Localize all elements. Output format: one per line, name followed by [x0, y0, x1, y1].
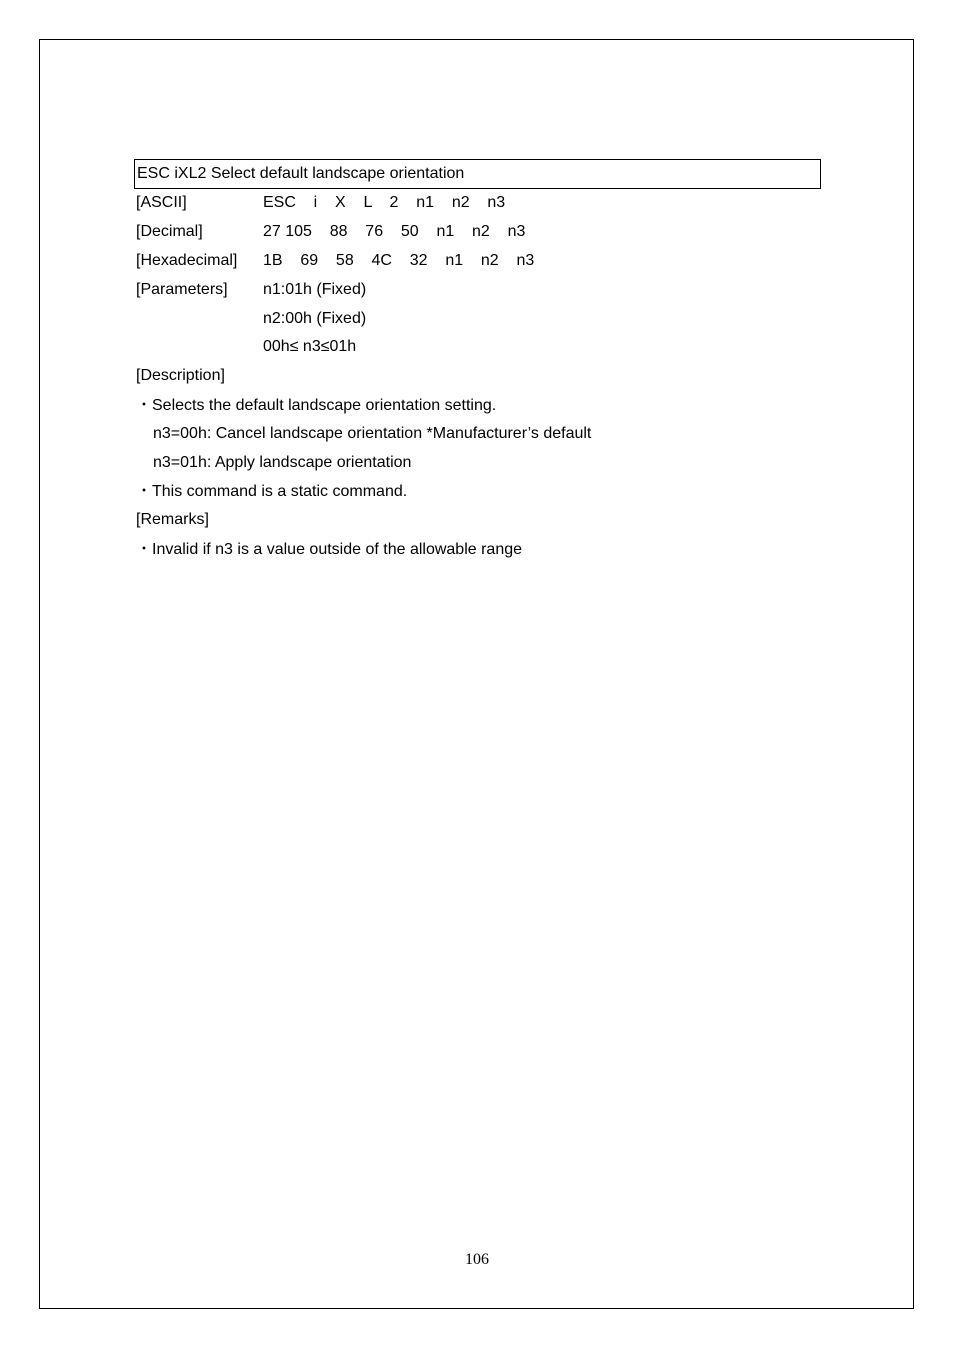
- decimal-label: [Decimal]: [136, 223, 203, 240]
- ascii-label: [ASCII]: [136, 194, 187, 211]
- remarks-heading: [Remarks]: [136, 511, 209, 528]
- parameter-n3: 00h≤ n3≤01h: [263, 338, 357, 355]
- description-bullet-2: ・This command is a static command.: [136, 483, 408, 500]
- description-sub-2: n3=01h: Apply landscape orientation: [153, 454, 412, 471]
- parameters-label: [Parameters]: [136, 281, 228, 298]
- description-sub-1: n3=00h: Cancel landscape orientation *Manufacturer’s default: [153, 425, 592, 442]
- hexadecimal-value: 1B 69 58 4C 32 n1 n2 n3: [263, 252, 535, 269]
- description-bullet-1: ・Selects the default landscape orientation setting.: [136, 397, 497, 414]
- parameter-n2: n2:00h (Fixed): [263, 310, 367, 327]
- description-heading: [Description]: [136, 367, 225, 384]
- command-title: ESC iXL2 Select default landscape orientation: [134, 159, 821, 189]
- remarks-bullet-1: ・Invalid if n3 is a value outside of the allowable range: [136, 541, 523, 558]
- parameter-n1: n1:01h (Fixed): [263, 281, 367, 298]
- ascii-value: ESC i X L 2 n1 n2 n3: [263, 194, 506, 211]
- decimal-value: 27 105 88 76 50 n1 n2 n3: [263, 223, 526, 240]
- page-number: 106: [465, 1251, 489, 1268]
- hexadecimal-label: [Hexadecimal]: [136, 252, 238, 269]
